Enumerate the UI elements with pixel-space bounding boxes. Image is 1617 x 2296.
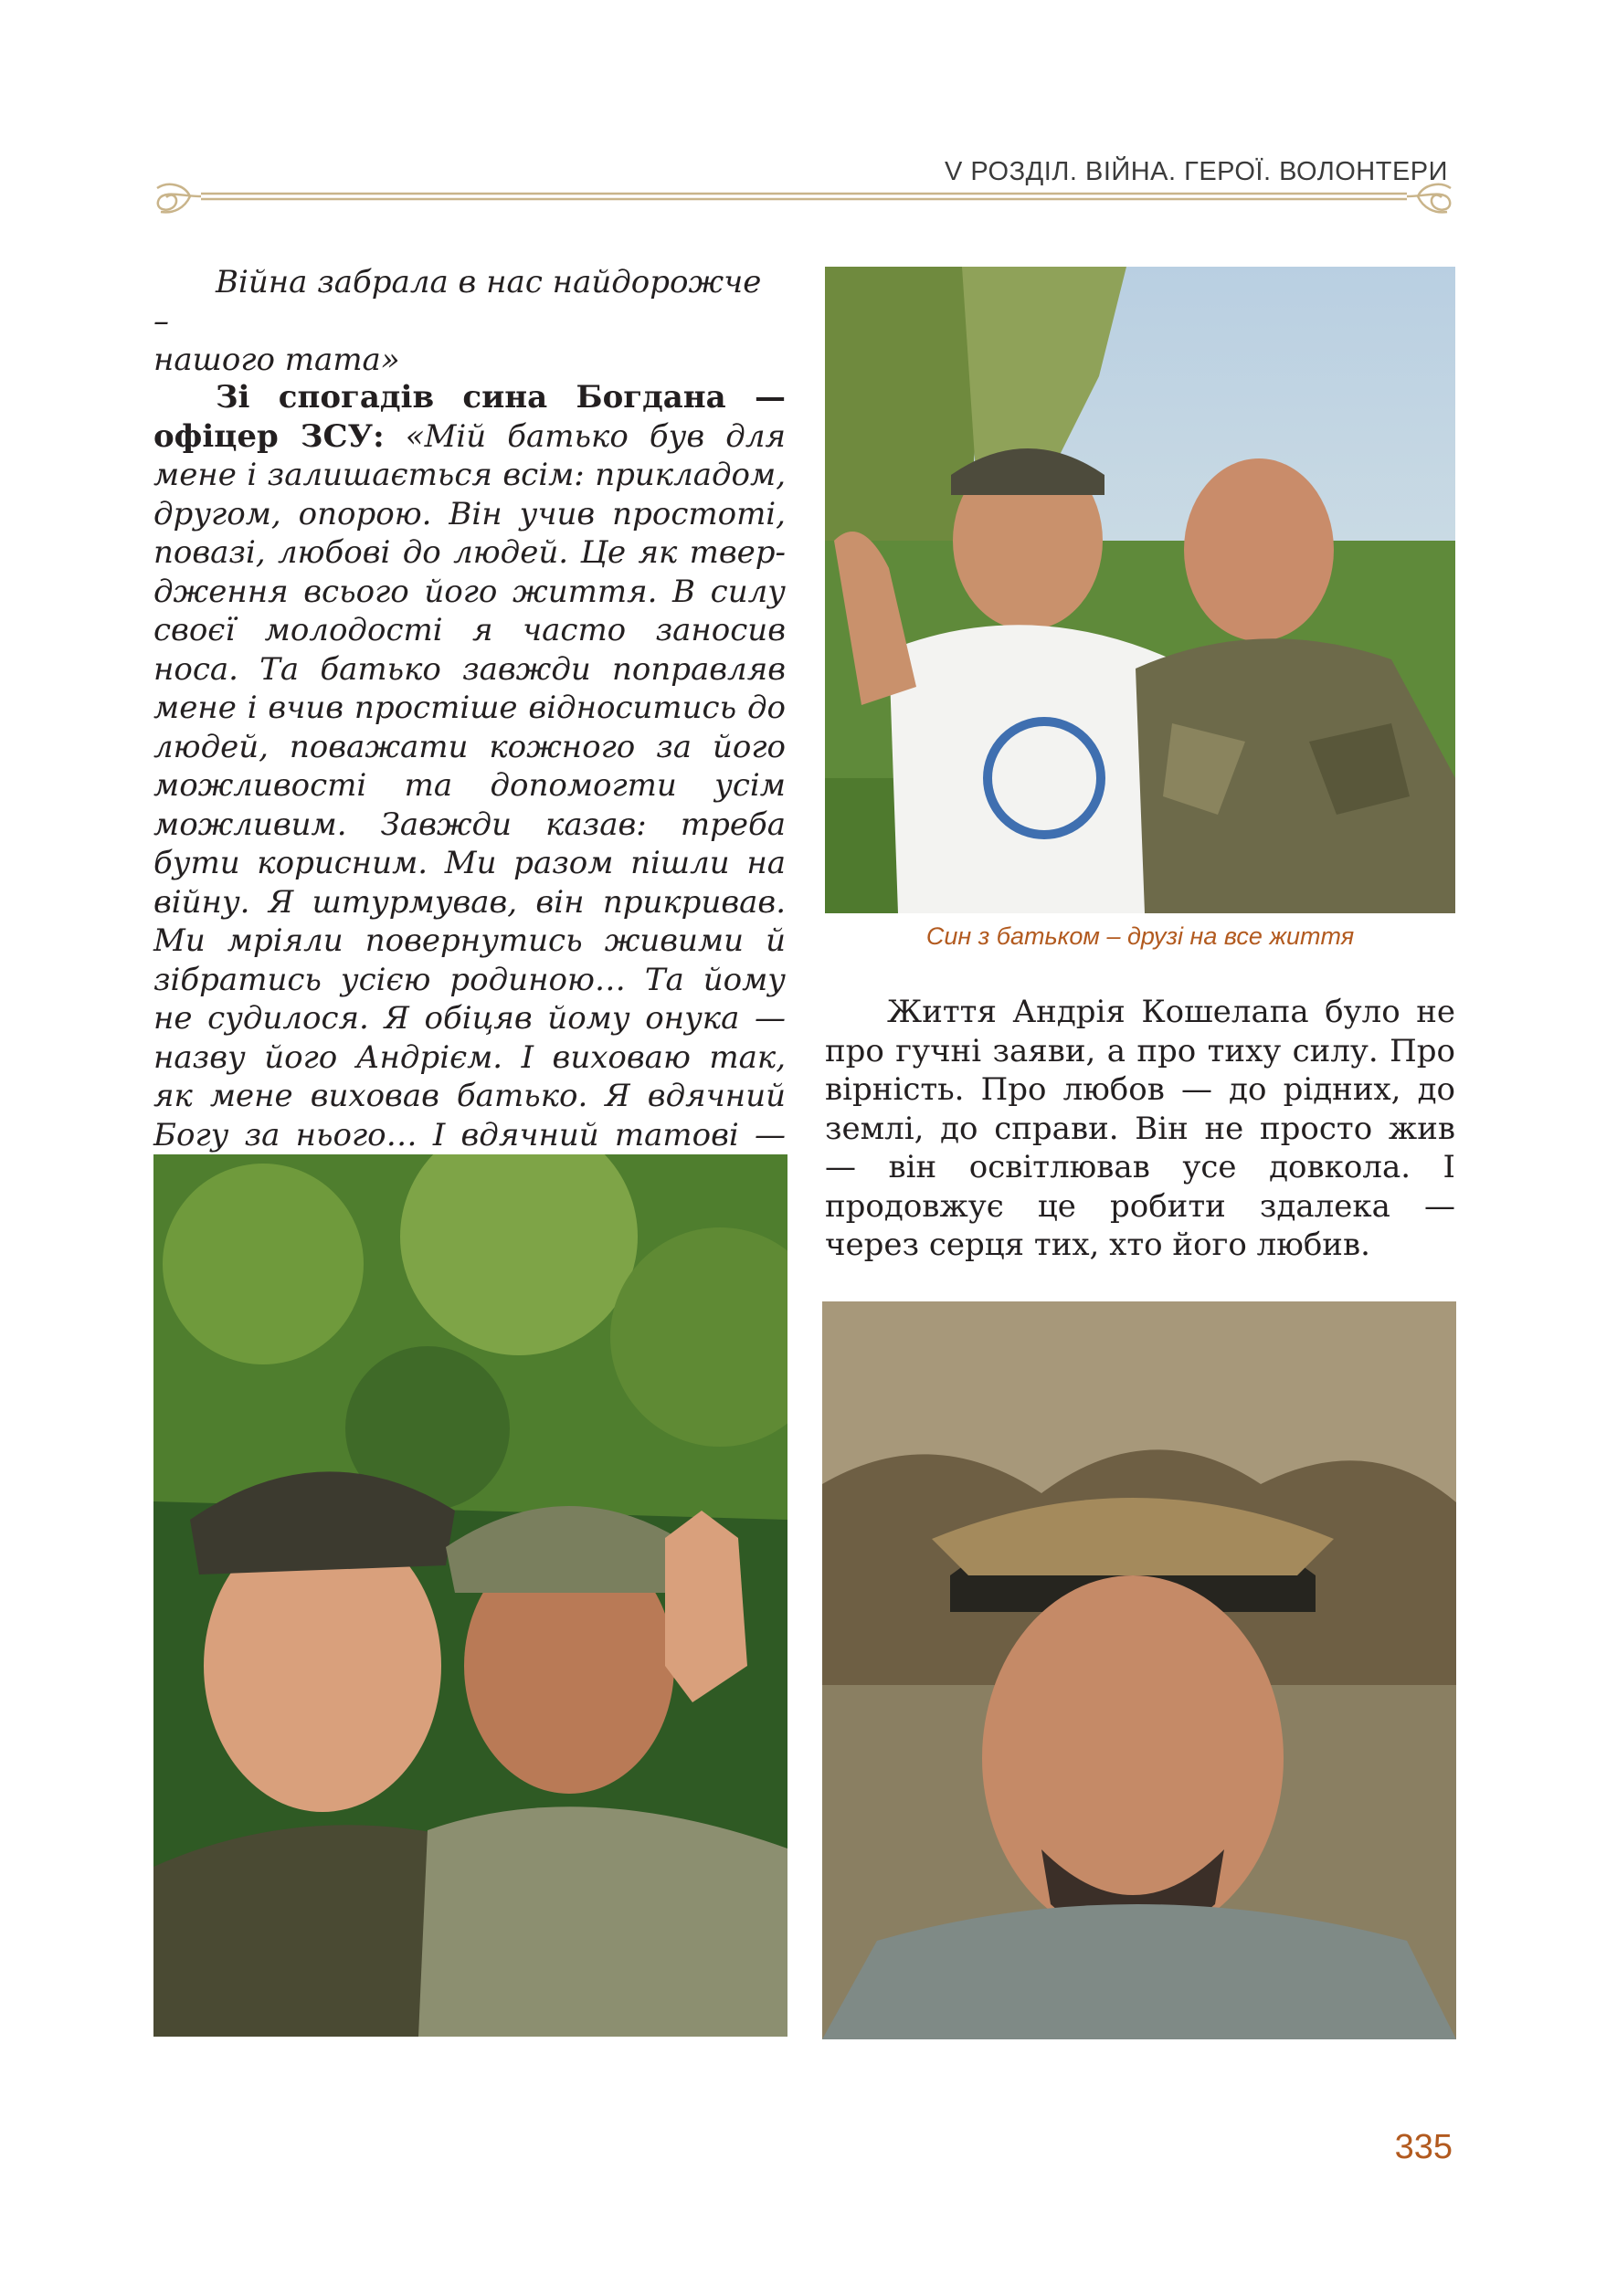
life-paragraph-text: Життя Андрія Кошелапа було не про гучні заяви, а про тиху силу. Про вірність. Про любов — до рідних, до землі, до справи. Він не просто жив — він освітлював усе довкола. І продовжує це робити здалека — через серця тих, хто його любив. [825,994,1455,1263]
quote-line-2: нашого тата» [153,342,400,378]
page-number: 335 [1394,2128,1453,2166]
photo-portrait-in-helmet [822,1301,1456,2039]
son-memory-paragraph [153,378,786,1194]
photo-caption: Син з батьком – друзі на все життя [925,922,1355,950]
quote-ending [153,263,786,380]
life-paragraph [825,993,1455,1265]
photo-son-and-father-outdoors [825,267,1455,913]
section-title: V РОЗДІЛ. ВІЙНА. ГЕРОЇ. ВОЛОНТЕРИ [944,157,1448,186]
memory-quote: «Мій батько був для мене і залишається всім: прикладом, другом, опорою. Він учив простоті, повазі, любові до людей. Це як твердження всього його життя. В силу своєї молодості я часто заносив носа. Та батько завжди поправляв мене і вчив простіше відноситись до людей, поважати кожного за його можливості та допомогти усім можливим. Завжди казав: треба бути корисним. Ми разом пішли на війну. Я штурмував, він прикривав. Ми мріяли повернутись живими й зібратись усією родиною… Та йому не судилося. Я обіцяв йому онука — назву його Андрієм. І виховаю так, як мене виховав батько. Я вдячний Богу за нього… І вдячний татові — [153,417,786,1153]
header-ornament-rule [146,172,1462,226]
memory-lead: Зі спогадів сина Богдана — офіцер ЗСУ: [153,379,786,455]
quote-line-1: Війна забрала в нас найдорожче – [153,264,762,340]
photo-selfie-in-forest [153,1154,787,2037]
